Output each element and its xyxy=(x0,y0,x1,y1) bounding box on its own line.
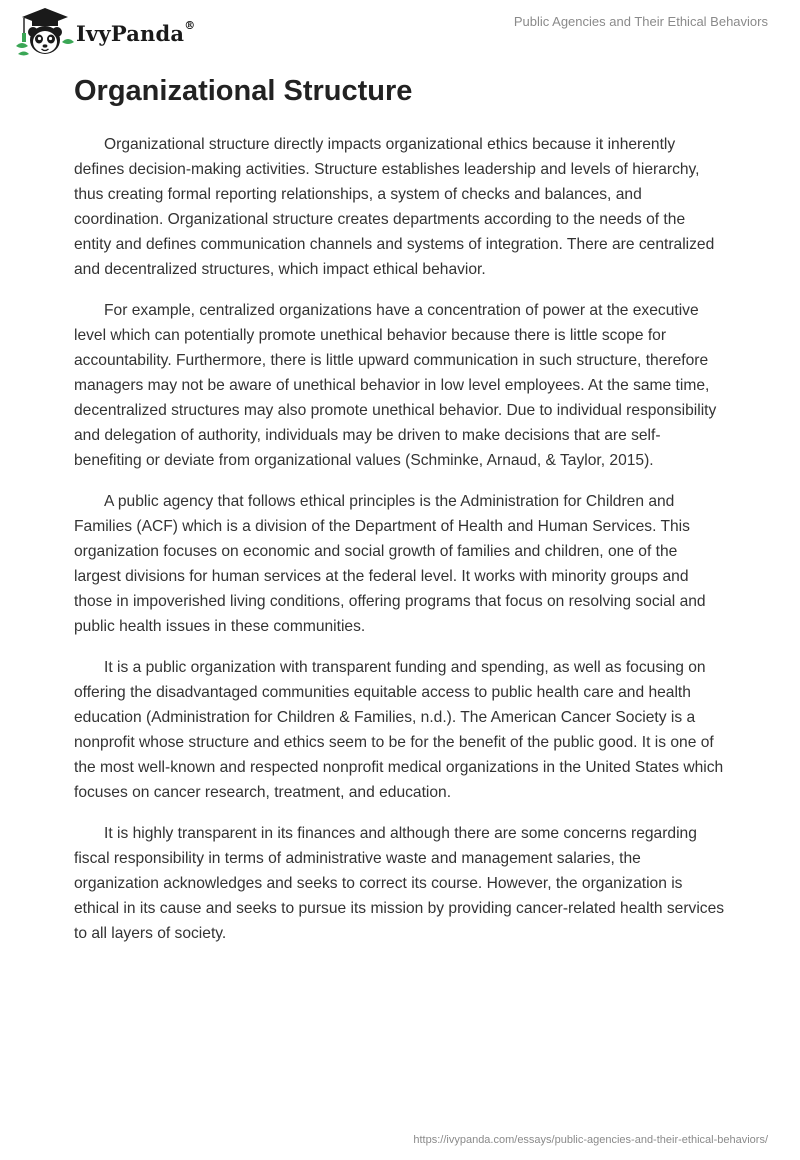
document-title: Public Agencies and Their Ethical Behaviors xyxy=(513,14,768,29)
logo-wordmark xyxy=(76,18,196,46)
page-header xyxy=(0,0,800,62)
registered-mark: ® xyxy=(184,18,196,32)
paragraph: A public agency that follows ethical principles is the Administration for Children and Families (ACF) which is a division of the Department of Health and Human Services. This organization focuses on economic and social growth of families and children, one of the largest divisions for human services at the federal level. It works with minority groups and those in impoverished living conditions, offering programs that focus on resolving social and public health issues in these communities. xyxy=(74,493,706,635)
paragraph: For example, centralized organizations have a concentration of power at the executive level which can potentially promote unethical behavior because there is little scope for accountability. Furthermore, there is little upward communication in such structure, therefore managers may not be aware of unethical behavior in low level employees. At the same time, decentralized structures may also promote unethical behavior. Due to individual responsibility and delegation of authority, individuals may be driven to make decisions that are self-benefiting or deviate from organizational values (Schminke, Arnaud, & Taylor, 2015). xyxy=(74,302,717,469)
section-heading: Organizational Structure xyxy=(74,75,413,107)
paragraph: It is highly transparent in its finances and although there are some concerns regarding fiscal responsibility in terms of administrative waste and management salaries, the organization acknowledges and seeks to correct its course. However, the organization is ethical in its cause and seeks to pursue its mission by providing cancer-related health services to all layers of society. xyxy=(74,825,725,942)
source-url[interactable]: https://ivypanda.com/essays/public-agencies-and-their-ethical-behaviors/ xyxy=(413,1134,768,1146)
article-body xyxy=(74,72,726,962)
paragraph: It is a public organization with transparent funding and spending, as well as focusing on offering the disadvantaged communities equitable access to public health care and health education (Administration for Children & Families, n.d.). The American Cancer Society is a nonprofit whose structure and ethics seem to be for the benefit of the public good. It is one of the most well-known and respected nonprofit medical organizations in the United States which focuses on cancer research, treatment, and education. xyxy=(74,659,724,801)
ivypanda-logo[interactable] xyxy=(14,6,195,58)
logo-text: IvyPanda xyxy=(76,20,185,46)
paragraph: Organizational structure directly impacts organizational ethics because it inherently defines decision-making activities. Structure establishes leadership and levels of hierarchy, thus creating formal reporting relationships, a system of checks and balances, and coordination. Organizational structure creates departments according to the needs of the entity and defines communication channels and systems of integration. There are centralized and decentralized structures, which impact ethical behavior. xyxy=(74,136,715,278)
panda-graduate-logo-icon xyxy=(14,6,76,58)
